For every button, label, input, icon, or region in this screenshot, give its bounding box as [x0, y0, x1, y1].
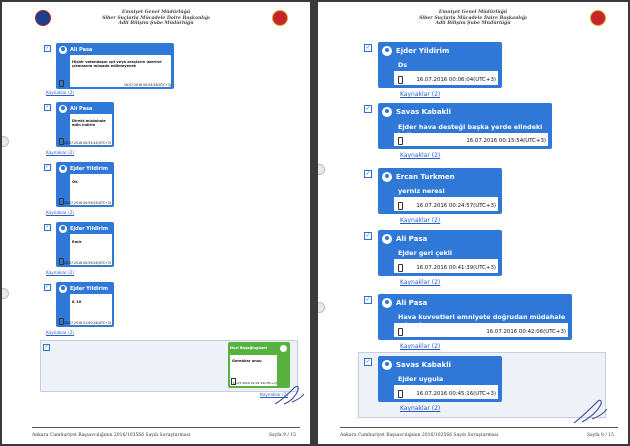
message-checkbox[interactable]: ✓: [365, 44, 371, 51]
message-checkbox[interactable]: ✓: [365, 105, 371, 112]
sources-link[interactable]: Kaynaklar (2): [400, 405, 441, 412]
message-datetime: 16.07.2016 01:00:26(UTC+3): [63, 321, 111, 325]
message-text: Hava kuvvetleri emniyete doğrudan müdahale: [398, 313, 566, 321]
phone-icon: [398, 137, 403, 145]
message-datetime: 16.07.2016 00:41:39(UTC+3): [416, 265, 496, 271]
message-text: 8 10: [72, 299, 82, 304]
message-text: yerniz neresi: [398, 187, 445, 195]
message-checkbox[interactable]: ✓: [45, 45, 50, 51]
header-line: Adli Bilişim Şube Müdürlüğü: [435, 21, 511, 27]
phone-icon: [398, 390, 403, 398]
message-card: [378, 42, 502, 88]
page-number: Sayfa 9 / 15: [268, 433, 296, 438]
sources-link[interactable]: Kaynaklar (2): [46, 150, 75, 155]
sources-link[interactable]: Kaynaklar (2): [400, 343, 441, 350]
handwritten-signature: [272, 382, 306, 408]
document-page-left: [2, 2, 310, 444]
message-sender: Ali Pasa: [396, 299, 428, 307]
message-text: Ok: [72, 179, 78, 184]
message-datetime: 16.07.2016 00:15:54(UTC+3): [466, 138, 546, 144]
header-line: Emniyet Genel Müdürlüğü: [121, 10, 191, 15]
message-sender: Ejder Yildirim: [70, 286, 109, 292]
sources-link[interactable]: Kaynaklar (2): [400, 217, 441, 224]
avatar-icon: [382, 46, 392, 56]
message-text: Gerekkar onsu: [232, 359, 262, 363]
sources-link[interactable]: Kaynaklar (2): [46, 210, 75, 215]
message-sender: Ali Pasa: [70, 47, 93, 53]
message-card: [378, 294, 572, 340]
punch-hole: [318, 164, 325, 175]
message-sender: Ali Pasa: [396, 235, 428, 243]
avatar-icon: [382, 360, 392, 370]
punch-hole: [2, 288, 9, 299]
message-datetime: 16.07.2016 00:54:58(UTC+3): [123, 83, 171, 87]
avatar-icon: [59, 165, 67, 173]
message-checkbox[interactable]: ✓: [365, 170, 371, 177]
sources-link[interactable]: Kaynaklar (2): [260, 392, 289, 397]
message-checkbox[interactable]: ✓: [365, 232, 371, 239]
message-card: [56, 162, 114, 207]
avatar-icon: [59, 105, 67, 113]
phone-icon: [398, 328, 403, 336]
message-sender: Savas Kabakli: [396, 361, 451, 369]
avatar-icon: [382, 107, 392, 117]
message-datetime: 16.07.2016 01:02:23(UTC+3): [232, 381, 277, 385]
punch-hole: [2, 136, 9, 147]
sources-link[interactable]: Kaynaklar (2): [46, 270, 75, 275]
message-checkbox[interactable]: ✓: [45, 224, 50, 230]
message-checkbox[interactable]: ✓: [44, 344, 49, 350]
avatar-icon: [382, 298, 392, 308]
message-datetime: 16.07.2016 00:55:45(UTC+3): [63, 141, 111, 145]
message-sender: Ejder Yildirim: [70, 166, 109, 172]
phone-icon: [398, 76, 403, 84]
avatar-icon: [59, 46, 67, 54]
avatar-icon: [59, 285, 67, 293]
message-card: [56, 102, 114, 147]
message-card: [378, 103, 552, 149]
page-header: [2, 10, 310, 27]
message-sender: Ercan Turkmen: [396, 173, 455, 181]
message-checkbox[interactable]: ✓: [45, 284, 50, 290]
message-checkbox[interactable]: ✓: [365, 358, 371, 365]
message-card: [56, 222, 114, 267]
sources-link[interactable]: Kaynaklar (2): [400, 279, 441, 286]
footer-case-text: Ankara Cumhuriyet Başsavcılığının 2016/103566 Sayılı Soruşturması: [340, 433, 499, 438]
avatar-icon: [382, 172, 392, 182]
message-card: [56, 282, 114, 327]
message-text: Ejder uygula: [398, 375, 444, 383]
message-card: [378, 230, 502, 276]
document-page-right: [318, 2, 628, 444]
message-datetime: 16.07.2016 00:59:03(UTC+3): [63, 201, 111, 205]
phone-icon: [398, 264, 403, 272]
page-header: [318, 10, 628, 27]
sources-link[interactable]: Kaynaklar (2): [46, 330, 75, 335]
message-text: Emir: [72, 239, 82, 244]
message-datetime: 16.07.2016 00:42:06(UTC+3): [486, 329, 566, 335]
message-text: Ejder geri çekil: [398, 249, 453, 257]
message-checkbox[interactable]: ✓: [365, 296, 371, 303]
message-datetime: 16.07.2016 00:24:57(UTC+3): [416, 203, 496, 209]
message-datetime: 16.07.2016 00:06:04(UTC+3): [416, 77, 496, 83]
header-line: Emniyet Genel Müdürlüğü: [438, 10, 508, 15]
message-text: Hiçbir vatandaşın ışıt veya araçların üzerine çıkmasına müsade edilmeyecek: [72, 60, 162, 68]
header-line: Adli Bilişim Şube Müdürlüğü: [118, 21, 194, 27]
avatar-icon: [59, 225, 67, 233]
message-datetime: 16.07.2016 00:45:16(UTC+3): [416, 391, 496, 397]
footer-case-text: Ankara Cumhuriyet Başsavcılığının 2016/103566 Sayılı Soruşturması: [32, 433, 191, 438]
header-line: Siber Suçlarla Mücadele Daire Başkanlığı: [102, 15, 210, 21]
message-checkbox[interactable]: ✓: [45, 104, 50, 110]
header-line: Siber Suçlarla Mücadele Daire Başkanlığı: [419, 15, 527, 21]
message-card: [56, 43, 174, 89]
sources-link[interactable]: Kaynaklar (2): [46, 90, 75, 95]
page-number: Sayfa 8 / 15: [586, 433, 614, 438]
avatar-icon: [280, 345, 287, 352]
punch-hole: [318, 302, 325, 313]
footer-rule: [340, 427, 618, 428]
avatar-icon: [382, 234, 392, 244]
message-datetime: 16.07.2016 00:59:29(UTC+3): [63, 261, 111, 265]
message-sender: Ali Pasa: [70, 106, 93, 112]
handwritten-signature: [570, 397, 610, 427]
message-checkbox[interactable]: ✓: [45, 164, 50, 170]
message-text: Ds: [398, 61, 408, 69]
message-text: Direkt müdahale edin indirin: [72, 119, 106, 127]
sources-link[interactable]: Kaynaklar (2): [400, 152, 441, 159]
message-sender: Ejder Yildirim: [70, 226, 109, 232]
footer-rule: [32, 427, 300, 428]
message-card: [378, 168, 502, 214]
message-card: [378, 356, 502, 402]
phone-icon: [59, 80, 64, 87]
phone-icon: [398, 202, 403, 210]
message-sender: Ejder Yildirim: [396, 47, 450, 55]
message-text: Ejder hava desteği başka yerde elindeki: [398, 123, 543, 131]
sources-link[interactable]: Kaynaklar (2): [400, 91, 441, 98]
message-sender: Nuri Başoğlugüzel: [230, 346, 267, 350]
message-sender: Savas Kabakli: [396, 108, 451, 116]
